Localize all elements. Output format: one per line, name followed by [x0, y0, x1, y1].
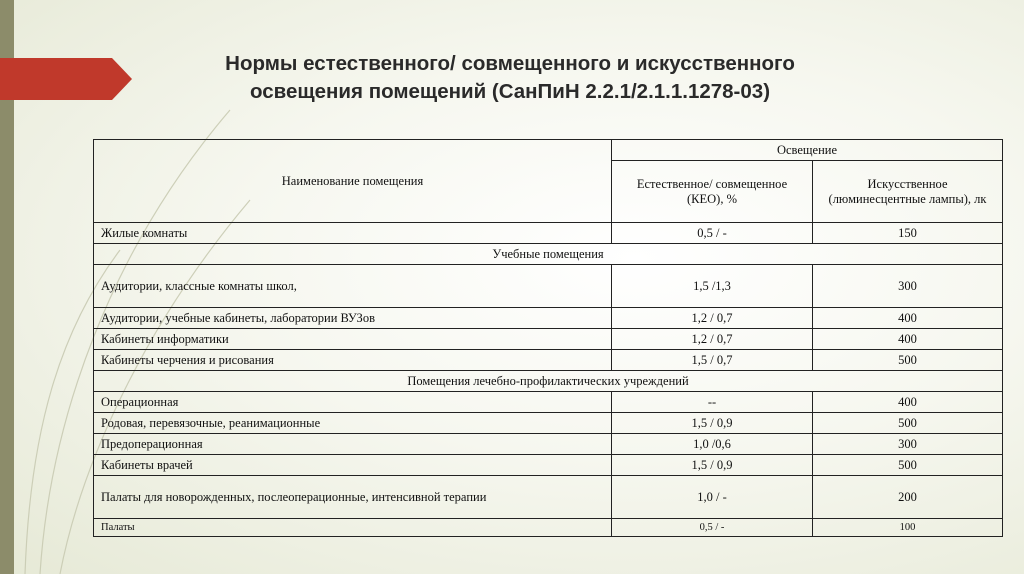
artificial-value-cell: 300 — [813, 265, 1003, 308]
header-lighting-group: Освещение — [612, 140, 1003, 161]
natural-value-cell: 0,5 / - — [612, 223, 813, 244]
table-row — [94, 265, 1003, 308]
room-name-cell: Аудитории, классные комнаты школ, — [94, 265, 612, 308]
table-row — [94, 519, 1003, 537]
room-name-cell: Аудитории, учебные кабинеты, лаборатории ВУЗов — [94, 308, 612, 329]
section-title: Учебные помещения — [94, 244, 1003, 265]
natural-value-cell: 1,5 / 0,9 — [612, 413, 813, 434]
title-line-2: освещения помещений (СанПиН 2.2.1/2.1.1.1278-03) — [249, 80, 771, 103]
room-name-cell: Предоперационная — [94, 434, 612, 455]
room-name-cell: Палаты для новорожденных, послеоперационные, интенсивной терапии — [94, 476, 612, 519]
section-title: Помещения лечебно-профилактических учреждений — [94, 371, 1003, 392]
table-row — [94, 329, 1003, 350]
section-row — [94, 244, 1003, 265]
header-natural: Естественное/ совмещенное (КЕО), % — [612, 161, 813, 223]
natural-value-cell: -- — [612, 392, 813, 413]
room-name-cell: Кабинеты информатики — [94, 329, 612, 350]
natural-value-cell: 1,0 /0,6 — [612, 434, 813, 455]
artificial-value-cell: 150 — [813, 223, 1003, 244]
header-room-name: Наименование помещения — [94, 140, 612, 223]
table-row — [94, 392, 1003, 413]
natural-value-cell: 0,5 / - — [612, 519, 813, 537]
room-name-cell: Кабинеты черчения и рисования — [94, 350, 612, 371]
natural-value-cell: 1,5 / 0,7 — [612, 350, 813, 371]
table-row — [94, 350, 1003, 371]
header-artificial: Искусственное (люминесцентные лампы), лк — [813, 161, 1003, 223]
artificial-value-cell: 400 — [813, 329, 1003, 350]
section-row — [94, 371, 1003, 392]
room-name-cell: Родовая, перевязочные, реанимационные — [94, 413, 612, 434]
table-row — [94, 434, 1003, 455]
artificial-value-cell: 500 — [813, 350, 1003, 371]
table-row — [94, 223, 1003, 244]
artificial-value-cell: 400 — [813, 392, 1003, 413]
room-name-cell: Кабинеты врачей — [94, 455, 612, 476]
title-line-1: Нормы естественного/ совмещенного и искусственного — [225, 52, 795, 75]
slide-title — [200, 50, 820, 106]
room-name-cell: Палаты — [94, 519, 612, 537]
artificial-value-cell: 500 — [813, 413, 1003, 434]
table-row — [94, 413, 1003, 434]
accent-arrow-tab — [0, 58, 132, 100]
natural-value-cell: 1,0 / - — [612, 476, 813, 519]
artificial-value-cell: 300 — [813, 434, 1003, 455]
artificial-value-cell: 100 — [813, 519, 1003, 537]
natural-value-cell: 1,2 / 0,7 — [612, 329, 813, 350]
lighting-norms-table — [93, 139, 1003, 537]
room-name-cell: Жилые комнаты — [94, 223, 612, 244]
table-row — [94, 455, 1003, 476]
natural-value-cell: 1,5 / 0,9 — [612, 455, 813, 476]
room-name-cell: Операционная — [94, 392, 612, 413]
table-row — [94, 476, 1003, 519]
artificial-value-cell: 400 — [813, 308, 1003, 329]
artificial-value-cell: 500 — [813, 455, 1003, 476]
natural-value-cell: 1,2 / 0,7 — [612, 308, 813, 329]
table-row — [94, 308, 1003, 329]
artificial-value-cell: 200 — [813, 476, 1003, 519]
natural-value-cell: 1,5 /1,3 — [612, 265, 813, 308]
